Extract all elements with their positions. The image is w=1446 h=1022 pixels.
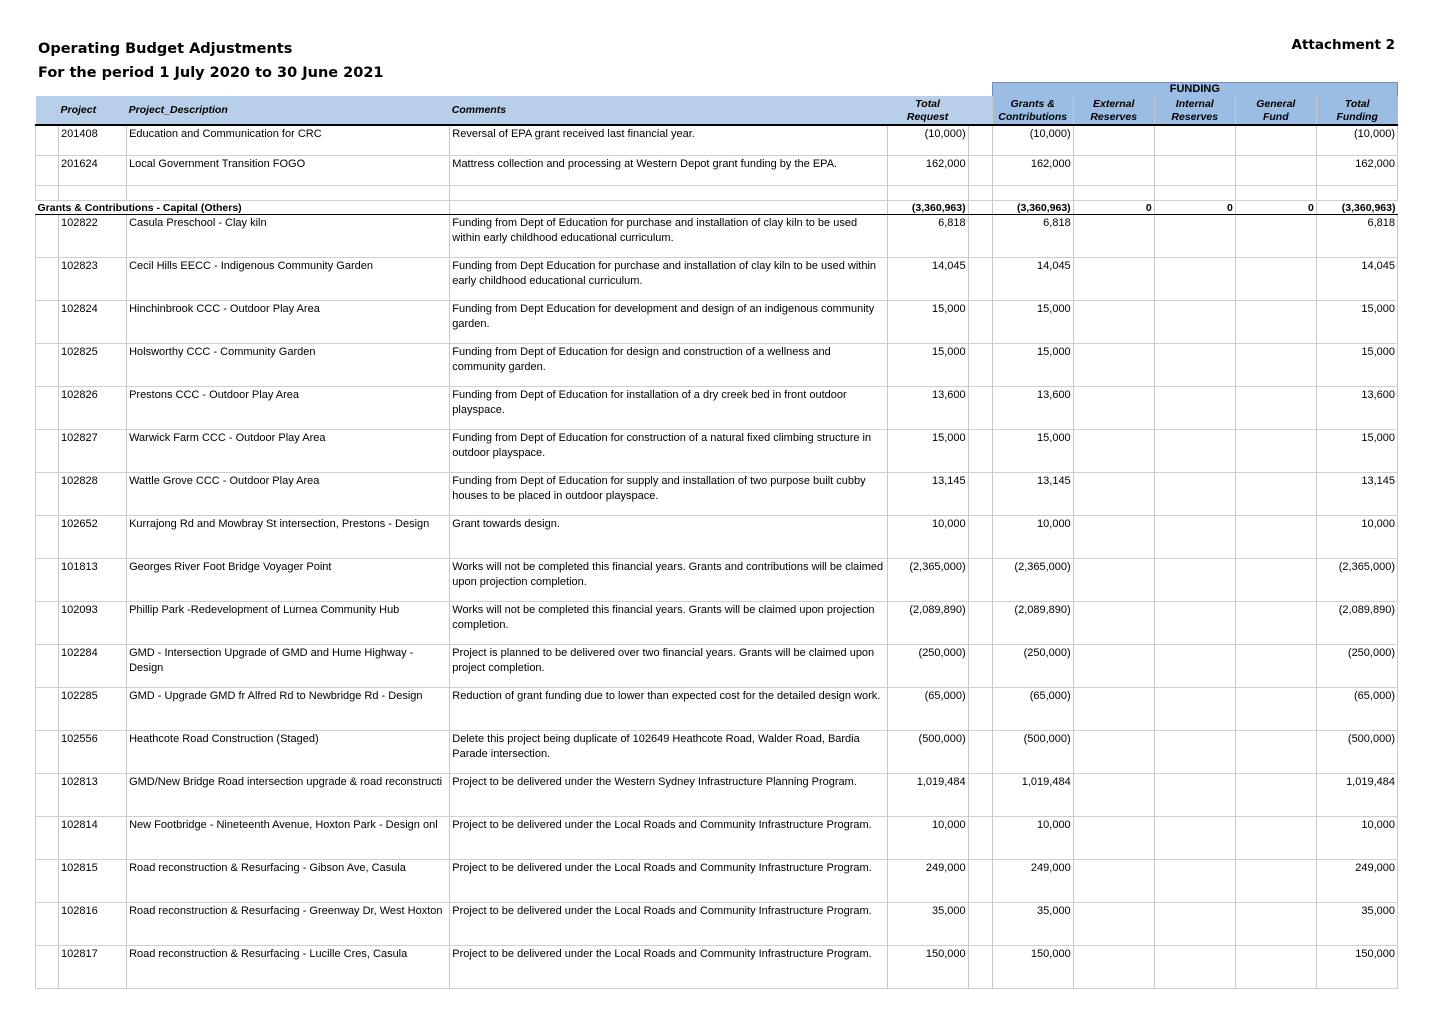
grants-contributions: 10,000 (992, 817, 1073, 860)
project-id: 102827 (59, 430, 127, 473)
project-id: 102652 (59, 516, 127, 559)
project-comments: Project to be delivered under the Local Roads and Community Infrastructure Program. (450, 817, 887, 860)
external-reserves (1073, 258, 1154, 301)
total-request: 150,000 (887, 946, 968, 989)
col-external-reserves: External Reserves (1073, 96, 1154, 125)
table-row (36, 301, 1398, 344)
general-fund (1235, 946, 1316, 989)
external-reserves (1073, 344, 1154, 387)
external-reserves (1073, 473, 1154, 516)
col-comments: Comments (450, 96, 887, 125)
table-row (36, 125, 1398, 156)
col-grants: Grants & Contributions (992, 96, 1073, 125)
total-request: 15,000 (887, 301, 968, 344)
total-funding: 35,000 (1316, 903, 1397, 946)
table-row (36, 473, 1398, 516)
section-label: Grants & Contributions - Capital (Others) (36, 201, 450, 215)
general-fund (1235, 860, 1316, 903)
external-reserves (1073, 301, 1154, 344)
table-row (36, 645, 1398, 688)
grants-contributions: 15,000 (992, 301, 1073, 344)
project-description: Casula Preschool - Clay kiln (127, 215, 450, 258)
project-description: Wattle Grove CCC - Outdoor Play Area (127, 473, 450, 516)
grants-contributions: (65,000) (992, 688, 1073, 731)
grants-contributions: (250,000) (992, 645, 1073, 688)
total-request: 35,000 (887, 903, 968, 946)
external-reserves (1073, 645, 1154, 688)
total-request: 15,000 (887, 430, 968, 473)
project-description: Kurrajong Rd and Mowbray St intersection, Prestons - Design (127, 516, 450, 559)
project-id: 102556 (59, 731, 127, 774)
internal-reserves (1154, 473, 1235, 516)
project-description: Holsworthy CCC - Community Garden (127, 344, 450, 387)
grants-contributions: 35,000 (992, 903, 1073, 946)
general-fund (1235, 602, 1316, 645)
internal-reserves (1154, 946, 1235, 989)
project-comments: Funding from Dept of Education for design and construction of a wellness and community garden. (450, 344, 887, 387)
project-description: GMD - Upgrade GMD fr Alfred Rd to Newbridge Rd - Design (127, 688, 450, 731)
general-fund (1235, 774, 1316, 817)
project-description: Hinchinbrook CCC - Outdoor Play Area (127, 301, 450, 344)
table-row (36, 602, 1398, 645)
external-reserves (1073, 817, 1154, 860)
section-grants: (3,360,963) (992, 201, 1073, 215)
project-id: 201408 (59, 125, 127, 156)
project-comments: Funding from Dept of Education for installation of a dry creek bed in front outdoor playspace. (450, 387, 887, 430)
project-comments: Project to be delivered under the Local Roads and Community Infrastructure Program. (450, 860, 887, 903)
project-id: 102813 (59, 774, 127, 817)
project-comments: Delete this project being duplicate of 102649 Heathcote Road, Walder Road, Bardia Parade intersection. (450, 731, 887, 774)
total-funding: 15,000 (1316, 430, 1397, 473)
general-fund (1235, 258, 1316, 301)
section-total-request: (3,360,963) (887, 201, 968, 215)
general-fund (1235, 903, 1316, 946)
col-total-funding: Total Funding (1316, 96, 1397, 125)
general-fund (1235, 301, 1316, 344)
section-total-funding: (3,360,963) (1316, 201, 1397, 215)
external-reserves (1073, 860, 1154, 903)
total-funding: (250,000) (1316, 645, 1397, 688)
project-id: 102285 (59, 688, 127, 731)
total-funding: 150,000 (1316, 946, 1397, 989)
section-internal: 0 (1154, 201, 1235, 215)
table-row (36, 258, 1398, 301)
table-row (36, 688, 1398, 731)
project-description: New Footbridge - Nineteenth Avenue, Hoxton Park - Design onl (127, 817, 450, 860)
table-row (36, 156, 1398, 186)
project-comments: Funding from Dept of Education for supply and installation of two purpose built cubby houses to be placed in outdoor playspace. (450, 473, 887, 516)
col-description: Project_Description (127, 96, 450, 125)
general-fund (1235, 516, 1316, 559)
project-id: 102823 (59, 258, 127, 301)
general-fund (1235, 731, 1316, 774)
total-request: 10,000 (887, 516, 968, 559)
total-request: 162,000 (887, 156, 968, 186)
budget-table (35, 82, 1398, 989)
general-fund (1235, 559, 1316, 602)
table-row (36, 860, 1398, 903)
external-reserves (1073, 903, 1154, 946)
project-comments: Funding from Dept Education for development and design of an indigenous community garden. (450, 301, 887, 344)
total-funding: 162,000 (1316, 156, 1397, 186)
project-description: Road reconstruction & Resurfacing - Gibson Ave, Casula (127, 860, 450, 903)
internal-reserves (1154, 817, 1235, 860)
external-reserves (1073, 559, 1154, 602)
total-funding: (500,000) (1316, 731, 1397, 774)
project-id: 102824 (59, 301, 127, 344)
grants-contributions: (500,000) (992, 731, 1073, 774)
table-row (36, 344, 1398, 387)
project-comments: Mattress collection and processing at Western Depot grant funding by the EPA. (450, 156, 887, 186)
internal-reserves (1154, 215, 1235, 258)
total-funding: 13,145 (1316, 473, 1397, 516)
project-id: 101813 (59, 559, 127, 602)
total-funding: 13,600 (1316, 387, 1397, 430)
grants-contributions: (2,089,890) (992, 602, 1073, 645)
grants-contributions: (2,365,000) (992, 559, 1073, 602)
project-id: 102284 (59, 645, 127, 688)
project-description: Prestons CCC - Outdoor Play Area (127, 387, 450, 430)
grants-contributions: 162,000 (992, 156, 1073, 186)
grants-contributions: (10,000) (992, 125, 1073, 156)
spacer-row (36, 186, 1398, 201)
project-description: Local Government Transition FOGO (127, 156, 450, 186)
grants-contributions: 6,818 (992, 215, 1073, 258)
total-request: (2,365,000) (887, 559, 968, 602)
total-funding: 10,000 (1316, 817, 1397, 860)
project-description: Georges River Foot Bridge Voyager Point (127, 559, 450, 602)
grants-contributions: 150,000 (992, 946, 1073, 989)
internal-reserves (1154, 344, 1235, 387)
internal-reserves (1154, 301, 1235, 344)
total-request: 10,000 (887, 817, 968, 860)
total-funding: 1,019,484 (1316, 774, 1397, 817)
title-line-2: For the period 1 July 2020 to 30 June 2021 (38, 65, 384, 81)
total-request: (250,000) (887, 645, 968, 688)
external-reserves (1073, 602, 1154, 645)
total-funding: 14,045 (1316, 258, 1397, 301)
project-id: 102815 (59, 860, 127, 903)
table-row (36, 559, 1398, 602)
funding-header-row (36, 83, 1398, 97)
general-fund (1235, 473, 1316, 516)
col-project: Project (59, 96, 127, 125)
project-comments: Works will not be completed this financial years. Grants and contributions will be claimed upon projection completion. (450, 559, 887, 602)
project-id: 102814 (59, 817, 127, 860)
col-general-fund: General Fund (1235, 96, 1316, 125)
project-id: 102826 (59, 387, 127, 430)
internal-reserves (1154, 559, 1235, 602)
internal-reserves (1154, 774, 1235, 817)
internal-reserves (1154, 688, 1235, 731)
grants-contributions: 13,145 (992, 473, 1073, 516)
total-request: 15,000 (887, 344, 968, 387)
table-row (36, 774, 1398, 817)
project-comments: Project to be delivered under the Local Roads and Community Infrastructure Program. (450, 903, 887, 946)
total-request: (10,000) (887, 125, 968, 156)
grants-contributions: 10,000 (992, 516, 1073, 559)
internal-reserves (1154, 860, 1235, 903)
table-row (36, 215, 1398, 258)
total-request: (2,089,890) (887, 602, 968, 645)
grants-contributions: 15,000 (992, 430, 1073, 473)
general-fund (1235, 645, 1316, 688)
internal-reserves (1154, 645, 1235, 688)
column-header-row (36, 96, 1398, 125)
total-request: (65,000) (887, 688, 968, 731)
grants-contributions: 249,000 (992, 860, 1073, 903)
general-fund (1235, 688, 1316, 731)
external-reserves (1073, 430, 1154, 473)
grants-contributions: 15,000 (992, 344, 1073, 387)
attachment-label: Attachment 2 (1291, 37, 1395, 53)
project-comments: Funding from Dept of Education for construction of a natural fixed climbing structure in outdoor playspace. (450, 430, 887, 473)
general-fund (1235, 817, 1316, 860)
table-row (36, 817, 1398, 860)
project-comments: Project to be delivered under the Western Sydney Infrastructure Planning Program. (450, 774, 887, 817)
external-reserves (1073, 774, 1154, 817)
internal-reserves (1154, 903, 1235, 946)
project-comments: Project to be delivered under the Local Roads and Community Infrastructure Program. (450, 946, 887, 989)
total-funding: 15,000 (1316, 301, 1397, 344)
capital-rows (36, 215, 1398, 989)
internal-reserves (1154, 516, 1235, 559)
project-id: 102093 (59, 602, 127, 645)
section-external: 0 (1073, 201, 1154, 215)
internal-reserves (1154, 387, 1235, 430)
external-reserves (1073, 387, 1154, 430)
project-comments: Reduction of grant funding due to lower than expected cost for the detailed design work. (450, 688, 887, 731)
general-fund (1235, 344, 1316, 387)
total-request: (500,000) (887, 731, 968, 774)
project-description: Heathcote Road Construction (Staged) (127, 731, 450, 774)
table-row (36, 387, 1398, 430)
funding-band-label: FUNDING (992, 83, 1397, 97)
project-comments: Grant towards design. (450, 516, 887, 559)
project-id: 102825 (59, 344, 127, 387)
table-row (36, 430, 1398, 473)
grants-contributions: 13,600 (992, 387, 1073, 430)
page-title (38, 37, 384, 85)
total-request: 6,818 (887, 215, 968, 258)
internal-reserves (1154, 258, 1235, 301)
project-id: 102822 (59, 215, 127, 258)
total-funding: 249,000 (1316, 860, 1397, 903)
project-description: GMD - Intersection Upgrade of GMD and Hume Highway - Design (127, 645, 450, 688)
col-internal-reserves: Internal Reserves (1154, 96, 1235, 125)
project-id: 201624 (59, 156, 127, 186)
project-comments: Project is planned to be delivered over two financial years. Grants will be claimed upon project completion. (450, 645, 887, 688)
external-reserves (1073, 688, 1154, 731)
grants-contributions: 14,045 (992, 258, 1073, 301)
project-comments: Reversal of EPA grant received last financial year. (450, 125, 887, 156)
project-description: Cecil Hills EECC - Indigenous Community Garden (127, 258, 450, 301)
internal-reserves (1154, 602, 1235, 645)
grants-contributions: 1,019,484 (992, 774, 1073, 817)
col-total-request: Total Request (887, 96, 968, 125)
general-fund (1235, 387, 1316, 430)
table-row (36, 903, 1398, 946)
general-fund (1235, 430, 1316, 473)
table-row (36, 516, 1398, 559)
total-request: 249,000 (887, 860, 968, 903)
project-comments: Funding from Dept Education for purchase and installation of clay kiln to be used within early childhood educational curriculum. (450, 258, 887, 301)
section-total-row (36, 201, 1398, 215)
total-funding: 15,000 (1316, 344, 1397, 387)
general-fund (1235, 215, 1316, 258)
project-description: Phillip Park -Redevelopment of Lurnea Community Hub (127, 602, 450, 645)
external-reserves (1073, 731, 1154, 774)
total-funding: (2,365,000) (1316, 559, 1397, 602)
project-description: Warwick Farm CCC - Outdoor Play Area (127, 430, 450, 473)
title-line-1: Operating Budget Adjustments (38, 41, 293, 57)
project-id: 102817 (59, 946, 127, 989)
project-id: 102828 (59, 473, 127, 516)
total-request: 14,045 (887, 258, 968, 301)
project-description: GMD/New Bridge Road intersection upgrade & road reconstructi (127, 774, 450, 817)
total-funding: (10,000) (1316, 125, 1397, 156)
total-request: 13,600 (887, 387, 968, 430)
internal-reserves (1154, 731, 1235, 774)
external-reserves (1073, 215, 1154, 258)
total-funding: 10,000 (1316, 516, 1397, 559)
project-description: Education and Communication for CRC (127, 125, 450, 156)
project-description: Road reconstruction & Resurfacing - Lucille Cres, Casula (127, 946, 450, 989)
section-general: 0 (1235, 201, 1316, 215)
table-row (36, 946, 1398, 989)
project-comments: Funding from Dept of Education for purchase and installation of clay kiln to be used within early childhood educational curriculum. (450, 215, 887, 258)
total-funding: (2,089,890) (1316, 602, 1397, 645)
project-description: Road reconstruction & Resurfacing - Greenway Dr, West Hoxton (127, 903, 450, 946)
external-reserves (1073, 946, 1154, 989)
internal-reserves (1154, 430, 1235, 473)
project-id: 102816 (59, 903, 127, 946)
total-request: 13,145 (887, 473, 968, 516)
total-funding: (65,000) (1316, 688, 1397, 731)
table-row (36, 731, 1398, 774)
external-reserves (1073, 516, 1154, 559)
total-request: 1,019,484 (887, 774, 968, 817)
total-funding: 6,818 (1316, 215, 1397, 258)
project-comments: Works will not be completed this financial years. Grants will be claimed upon projection completion. (450, 602, 887, 645)
